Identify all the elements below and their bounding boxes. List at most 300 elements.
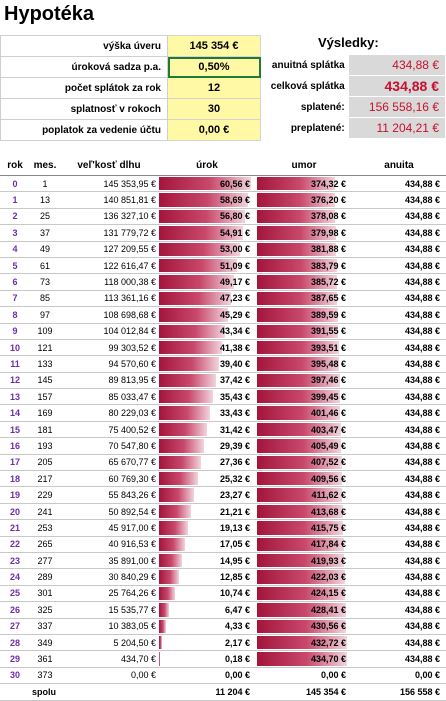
table-row (0, 323, 446, 339)
urok-databar (159, 570, 179, 583)
cell-anuita[interactable]: 434,88 € (352, 339, 446, 355)
urok-value: 27,36 € (220, 457, 250, 467)
cell-umor[interactable] (256, 503, 352, 519)
cell-dlh[interactable]: 94 570,60 € (60, 356, 158, 372)
table-row (0, 208, 446, 224)
cell-umor[interactable] (256, 667, 352, 683)
result-row (267, 76, 446, 97)
umor-value: 0,00 € (321, 670, 346, 680)
cell-umor[interactable] (256, 192, 352, 208)
sum-row (0, 684, 446, 700)
table-row (0, 372, 446, 388)
cell-anuita[interactable]: 434,88 € (352, 454, 446, 470)
cell-urok[interactable] (158, 225, 256, 241)
cell-urok[interactable] (158, 356, 256, 372)
cell-dlh[interactable]: 108 698,68 € (60, 307, 158, 323)
cell-urok[interactable] (158, 438, 256, 454)
cell-umor[interactable] (256, 618, 352, 634)
cell-umor[interactable] (256, 471, 352, 487)
urok-databar (159, 456, 201, 469)
cell-rok[interactable]: 12 (0, 372, 30, 388)
cell-mes[interactable]: 229 (30, 487, 60, 503)
umor-value: 389,59 € (311, 310, 346, 320)
input-value-cell[interactable]: 12 (168, 78, 261, 99)
cell-dlh[interactable]: 140 851,81 € (60, 192, 158, 208)
header-mes: mes. (30, 149, 60, 176)
cell-rok[interactable]: 3 (0, 225, 30, 241)
cell-anuita[interactable]: 434,88 € (352, 503, 446, 519)
result-value[interactable]: 156 558,16 € (348, 97, 445, 118)
urok-value: 29,39 € (220, 441, 250, 451)
cell-mes[interactable]: 253 (30, 520, 60, 536)
cell-anuita[interactable]: 434,88 € (352, 290, 446, 306)
cell-anuita[interactable]: 434,88 € (352, 208, 446, 224)
cell-urok[interactable] (158, 405, 256, 421)
cell-anuita[interactable]: 434,88 € (352, 389, 446, 405)
cell-anuita[interactable]: 434,88 € (352, 552, 446, 568)
cell-urok[interactable] (158, 552, 256, 568)
input-row (1, 36, 261, 57)
umor-value: 391,55 € (311, 326, 346, 336)
cell-dlh[interactable]: 5 204,50 € (60, 634, 158, 650)
input-row (1, 120, 261, 141)
table-row (0, 176, 446, 192)
cell-umor[interactable] (256, 602, 352, 618)
cell-dlh[interactable]: 45 917,00 € (60, 520, 158, 536)
cell-mes[interactable]: 181 (30, 421, 60, 437)
table-row (0, 634, 446, 650)
umor-value: 403,47 € (311, 425, 346, 435)
cell-rok[interactable]: 17 (0, 454, 30, 470)
cell-anuita[interactable]: 0,00 € (352, 667, 446, 683)
cell-rok[interactable]: 22 (0, 536, 30, 552)
cell-umor[interactable] (256, 241, 352, 257)
cell-anuita[interactable]: 434,88 € (352, 257, 446, 273)
cell-urok[interactable] (158, 274, 256, 290)
cell-dlh[interactable]: 145 353,95 € (60, 176, 158, 192)
results-title: Výsledky: (318, 35, 379, 50)
urok-databar (159, 488, 194, 501)
cell-urok[interactable] (158, 290, 256, 306)
cell-urok[interactable] (158, 536, 256, 552)
cell-mes[interactable]: 265 (30, 536, 60, 552)
cell-urok[interactable] (158, 585, 256, 601)
cell-dlh[interactable]: 55 843,26 € (60, 487, 158, 503)
cell-rok[interactable]: 25 (0, 585, 30, 601)
cell-umor[interactable] (256, 356, 352, 372)
cell-anuita[interactable]: 434,88 € (352, 471, 446, 487)
table-row (0, 421, 446, 437)
cell-urok[interactable] (158, 454, 256, 470)
umor-value: 381,88 € (311, 244, 346, 254)
cell-urok[interactable] (158, 618, 256, 634)
urok-value: 12,85 € (220, 572, 250, 582)
cell-dlh[interactable]: 104 012,84 € (60, 323, 158, 339)
umor-value: 428,41 € (311, 605, 346, 615)
cell-mes[interactable]: 1 (30, 176, 60, 192)
urok-value: 6,47 € (225, 605, 250, 615)
cell-anuita[interactable]: 434,88 € (352, 405, 446, 421)
cell-mes[interactable]: 85 (30, 290, 60, 306)
cell-mes[interactable]: 169 (30, 405, 60, 421)
urok-value: 37,42 € (220, 375, 250, 385)
urok-value: 0,00 € (225, 670, 250, 680)
urok-databar (159, 406, 210, 419)
cell-dlh[interactable]: 10 383,05 € (60, 618, 158, 634)
cell-umor[interactable] (256, 323, 352, 339)
table-row (0, 471, 446, 487)
urok-value: 0,18 € (225, 654, 250, 664)
cell-rok[interactable]: 7 (0, 290, 30, 306)
cell-rok[interactable]: 8 (0, 307, 30, 323)
cell-umor[interactable] (256, 438, 352, 454)
cell-dlh[interactable]: 80 229,03 € (60, 405, 158, 421)
cell-mes[interactable]: 325 (30, 602, 60, 618)
urok-databar (159, 587, 175, 600)
input-value-cell[interactable]: 0,00 € (168, 120, 261, 141)
cell-dlh[interactable]: 50 892,54 € (60, 503, 158, 519)
urok-value: 21,21 € (220, 507, 250, 517)
cell-urok[interactable] (158, 503, 256, 519)
urok-value: 23,27 € (220, 490, 250, 500)
sum-anuita[interactable]: 156 558 € (352, 684, 446, 700)
result-label: preplatené: (267, 118, 349, 139)
cell-mes[interactable]: 205 (30, 454, 60, 470)
cell-anuita[interactable]: 434,88 € (352, 602, 446, 618)
cell-urok[interactable] (158, 520, 256, 536)
cell-anuita[interactable]: 434,88 € (352, 520, 446, 536)
cell-mes[interactable]: 37 (30, 225, 60, 241)
cell-mes[interactable]: 217 (30, 471, 60, 487)
input-row (1, 78, 261, 99)
cell-mes[interactable]: 349 (30, 634, 60, 650)
cell-anuita[interactable]: 434,88 € (352, 372, 446, 388)
cell-rok[interactable]: 21 (0, 520, 30, 536)
cell-umor[interactable] (256, 634, 352, 650)
result-value[interactable]: 434,88 € (348, 76, 445, 97)
table-row (0, 192, 446, 208)
cell-rok[interactable]: 6 (0, 274, 30, 290)
urok-value: 56,80 € (220, 211, 250, 221)
cell-umor[interactable] (256, 389, 352, 405)
cell-umor[interactable] (256, 536, 352, 552)
table-row (0, 438, 446, 454)
result-row (267, 97, 446, 118)
cell-urok[interactable] (158, 176, 256, 192)
cell-mes[interactable]: 109 (30, 323, 60, 339)
input-row (1, 57, 261, 78)
cell-mes[interactable]: 337 (30, 618, 60, 634)
cell-mes[interactable]: 121 (30, 339, 60, 355)
cell-dlh[interactable]: 99 303,52 € (60, 339, 158, 355)
cell-rok[interactable]: 9 (0, 323, 30, 339)
cell-rok[interactable]: 29 (0, 651, 30, 667)
urok-databar (159, 374, 216, 387)
sum-label[interactable]: spolu (30, 684, 60, 700)
cell-dlh[interactable]: 25 764,26 € (60, 585, 158, 601)
cell-urok[interactable] (158, 241, 256, 257)
cell-anuita[interactable]: 434,88 € (352, 225, 446, 241)
cell-anuita[interactable]: 434,88 € (352, 176, 446, 192)
cell-urok[interactable] (158, 389, 256, 405)
cell-rok[interactable]: 19 (0, 487, 30, 503)
cell-mes[interactable]: 373 (30, 667, 60, 683)
urok-databar (159, 603, 169, 616)
cell-umor[interactable] (256, 405, 352, 421)
cell-dlh[interactable]: 136 327,10 € (60, 208, 158, 224)
cell-mes[interactable]: 13 (30, 192, 60, 208)
cell-urok[interactable] (158, 192, 256, 208)
cell-dlh[interactable]: 40 916,53 € (60, 536, 158, 552)
umor-value: 385,72 € (311, 277, 346, 287)
cell-umor[interactable] (256, 487, 352, 503)
cell-urok[interactable] (158, 323, 256, 339)
cell-mes[interactable]: 157 (30, 389, 60, 405)
cell-mes[interactable]: 61 (30, 257, 60, 273)
umor-value: 430,56 € (311, 621, 346, 631)
cell-mes[interactable]: 301 (30, 585, 60, 601)
cell-dlh[interactable]: 15 535,77 € (60, 602, 158, 618)
page-title: Hypotéka (4, 3, 94, 26)
cell-dlh[interactable]: 131 779,72 € (60, 225, 158, 241)
cell-dlh[interactable]: 118 000,38 € (60, 274, 158, 290)
cell-rok[interactable]: 0 (0, 176, 30, 192)
umor-value: 419,93 € (311, 556, 346, 566)
cell-umor[interactable] (256, 257, 352, 273)
cell-umor[interactable] (256, 372, 352, 388)
table-row (0, 290, 446, 306)
umor-value: 393,51 € (311, 343, 346, 353)
cell-mes[interactable]: 73 (30, 274, 60, 290)
cell-mes[interactable]: 97 (30, 307, 60, 323)
result-label: anuitná splátka (267, 55, 349, 76)
cell-rok[interactable]: 11 (0, 356, 30, 372)
cell-dlh[interactable]: 0,00 € (60, 667, 158, 683)
cell-anuita[interactable]: 434,88 € (352, 536, 446, 552)
cell-dlh[interactable]: 122 616,47 € (60, 257, 158, 273)
table-row (0, 241, 446, 257)
cell-dlh[interactable]: 127 209,55 € (60, 241, 158, 257)
umor-value: 415,75 € (311, 523, 346, 533)
cell-urok[interactable] (158, 471, 256, 487)
urok-value: 17,05 € (220, 539, 250, 549)
urok-value: 51,09 € (220, 261, 250, 271)
urok-databar (159, 357, 219, 370)
urok-value: 43,34 € (220, 326, 250, 336)
cell-umor[interactable] (256, 651, 352, 667)
umor-value: 417,84 € (311, 539, 346, 549)
header-urok: úrok (158, 149, 256, 176)
cell-dlh[interactable]: 35 891,00 € (60, 552, 158, 568)
cell-anuita[interactable]: 434,88 € (352, 421, 446, 437)
cell-mes[interactable]: 133 (30, 356, 60, 372)
table-row (0, 536, 446, 552)
cell-umor[interactable] (256, 569, 352, 585)
cell-urok[interactable] (158, 487, 256, 503)
cell-rok[interactable]: 30 (0, 667, 30, 683)
cell-umor[interactable] (256, 225, 352, 241)
header-anuita: anuita (352, 149, 446, 176)
sum-umor[interactable]: 145 354 € (256, 684, 352, 700)
cell-umor[interactable] (256, 454, 352, 470)
cell-urok[interactable] (158, 257, 256, 273)
cell-rok[interactable]: 16 (0, 438, 30, 454)
cell-anuita[interactable]: 434,88 € (352, 241, 446, 257)
cell-dlh[interactable]: 75 400,52 € (60, 421, 158, 437)
cell-umor[interactable] (256, 274, 352, 290)
umor-value: 374,32 € (311, 179, 346, 189)
table-row (0, 225, 446, 241)
urok-databar (159, 521, 188, 534)
cell-mes[interactable]: 25 (30, 208, 60, 224)
cell-rok[interactable]: 23 (0, 552, 30, 568)
urok-databar (159, 390, 213, 403)
urok-value: 53,00 € (220, 244, 250, 254)
table-row (0, 585, 446, 601)
cell-dlh[interactable]: 30 840,29 € (60, 569, 158, 585)
cell-dlh[interactable]: 434,70 € (60, 651, 158, 667)
cell-anuita[interactable]: 434,88 € (352, 323, 446, 339)
cell-urok[interactable] (158, 208, 256, 224)
cell-dlh[interactable]: 60 769,30 € (60, 471, 158, 487)
amortization-table (0, 149, 446, 701)
umor-value: 422,03 € (311, 572, 346, 582)
cell-rok[interactable]: 15 (0, 421, 30, 437)
input-value-cell[interactable]: 145 354 € (168, 36, 261, 57)
cell-umor[interactable] (256, 520, 352, 536)
cell-dlh[interactable]: 113 361,16 € (60, 290, 158, 306)
sum-urok[interactable]: 11 204 € (158, 684, 256, 700)
cell-anuita[interactable]: 434,88 € (352, 487, 446, 503)
cell-rok[interactable]: 26 (0, 602, 30, 618)
cell-umor[interactable] (256, 208, 352, 224)
urok-databar (159, 505, 191, 518)
urok-value: 47,23 € (220, 293, 250, 303)
cell-rok[interactable]: 13 (0, 389, 30, 405)
cell-rok[interactable]: 24 (0, 569, 30, 585)
cell-mes[interactable]: 289 (30, 569, 60, 585)
umor-value: 387,65 € (311, 293, 346, 303)
results-table (266, 54, 446, 139)
result-value[interactable]: 434,88 € (348, 55, 445, 76)
input-label: splatnosť v rokoch (1, 99, 168, 120)
urok-value: 31,42 € (220, 425, 250, 435)
urok-databar (159, 620, 166, 633)
cell-anuita[interactable]: 434,88 € (352, 356, 446, 372)
table-row (0, 389, 446, 405)
cell-urok[interactable] (158, 602, 256, 618)
urok-value: 4,33 € (225, 621, 250, 631)
cell-anuita[interactable]: 434,88 € (352, 274, 446, 290)
input-value-cell[interactable]: 30 (168, 99, 261, 120)
cell-rok[interactable]: 27 (0, 618, 30, 634)
cell-anuita[interactable]: 434,88 € (352, 651, 446, 667)
cell-dlh[interactable]: 70 547,80 € (60, 438, 158, 454)
cell-rok[interactable]: 1 (0, 192, 30, 208)
cell-rok[interactable]: 5 (0, 257, 30, 273)
cell-anuita[interactable]: 434,88 € (352, 438, 446, 454)
cell-urok[interactable] (158, 372, 256, 388)
cell-urok[interactable] (158, 569, 256, 585)
umor-value: 383,79 € (311, 261, 346, 271)
cell-umor[interactable] (256, 176, 352, 192)
cell-dlh[interactable]: 89 813,95 € (60, 372, 158, 388)
cell-urok[interactable] (158, 651, 256, 667)
cell-rok[interactable]: 28 (0, 634, 30, 650)
cell-rok[interactable]: 10 (0, 339, 30, 355)
cell-anuita[interactable]: 434,88 € (352, 307, 446, 323)
input-label: poplatok za vedenie účtu (1, 120, 168, 141)
cell-anuita[interactable]: 434,88 € (352, 569, 446, 585)
urok-databar (159, 554, 182, 567)
urok-databar (159, 472, 198, 485)
cell-rok[interactable]: 2 (0, 208, 30, 224)
table-row (0, 487, 446, 503)
cell-mes[interactable]: 145 (30, 372, 60, 388)
cell-mes[interactable]: 193 (30, 438, 60, 454)
cell-umor[interactable] (256, 552, 352, 568)
cell-umor[interactable] (256, 290, 352, 306)
cell-rok[interactable]: 18 (0, 471, 30, 487)
urok-databar (159, 308, 228, 321)
cell-umor[interactable] (256, 307, 352, 323)
cell-urok[interactable] (158, 307, 256, 323)
table-row (0, 257, 446, 273)
table-row (0, 552, 446, 568)
cell-urok[interactable] (158, 421, 256, 437)
table-header-row (0, 149, 446, 176)
inputs-table (0, 35, 261, 141)
cell-rok[interactable]: 4 (0, 241, 30, 257)
cell-anuita[interactable]: 434,88 € (352, 192, 446, 208)
cell-urok[interactable] (158, 667, 256, 683)
urok-value: 54,91 € (220, 228, 250, 238)
umor-value: 405,49 € (311, 441, 346, 451)
result-value[interactable]: 11 204,21 € (348, 118, 445, 139)
umor-value: 413,68 € (311, 507, 346, 517)
umor-value: 432,72 € (311, 638, 346, 648)
cell-dlh[interactable]: 85 033,47 € (60, 389, 158, 405)
table-row (0, 602, 446, 618)
urok-databar (159, 423, 207, 436)
cell-rok[interactable]: 14 (0, 405, 30, 421)
cell-mes[interactable]: 241 (30, 503, 60, 519)
urok-value: 10,74 € (220, 588, 250, 598)
cell-urok[interactable] (158, 634, 256, 650)
cell-umor[interactable] (256, 421, 352, 437)
result-row (267, 118, 446, 139)
cell-anuita[interactable]: 434,88 € (352, 585, 446, 601)
cell-mes[interactable]: 49 (30, 241, 60, 257)
urok-value: 41,38 € (220, 343, 250, 353)
header-umor: umor (256, 149, 352, 176)
cell-mes[interactable]: 361 (30, 651, 60, 667)
urok-databar (159, 439, 204, 452)
cell-anuita[interactable]: 434,88 € (352, 634, 446, 650)
cell-umor[interactable] (256, 339, 352, 355)
table-row (0, 274, 446, 290)
urok-databar (159, 325, 225, 338)
input-value-cell[interactable]: 0,50% (168, 57, 261, 78)
cell-umor[interactable] (256, 585, 352, 601)
umor-value: 399,45 € (311, 392, 346, 402)
cell-mes[interactable]: 277 (30, 552, 60, 568)
cell-dlh[interactable]: 65 670,77 € (60, 454, 158, 470)
umor-value: 395,48 € (311, 359, 346, 369)
cell-rok[interactable]: 20 (0, 503, 30, 519)
cell-urok[interactable] (158, 339, 256, 355)
cell-anuita[interactable]: 434,88 € (352, 618, 446, 634)
